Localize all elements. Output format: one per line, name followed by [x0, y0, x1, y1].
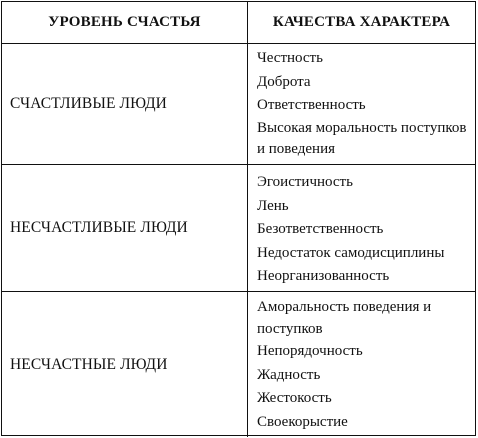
quality-item: Жестокость	[257, 390, 332, 406]
quality-item: Ответственность	[257, 97, 366, 113]
quality-item: Безответственность	[257, 221, 384, 237]
quality-item: Доброта	[257, 73, 311, 90]
quality-item: Высокая моральность поступков и поведения	[257, 119, 467, 157]
qualities-cell	[248, 165, 475, 291]
quality-item: Недостаток самодисциплины	[257, 244, 445, 261]
happiness-level-cell: НЕСЧАСТНЫЕ ЛЮДИ	[10, 355, 168, 373]
quality-item: Аморальность поведения и поступков	[257, 299, 432, 337]
quality-item: Лень	[257, 197, 289, 214]
qualities-list	[257, 297, 469, 434]
table-row	[2, 43, 475, 164]
happiness-level-cell: НЕСЧАСТЛИВЫЕ ЛЮДИ	[10, 219, 188, 236]
table-row	[2, 291, 475, 437]
quality-item: Своекорыстие	[257, 413, 348, 430]
quality-item: Непорядочность	[257, 343, 363, 359]
table-header-row	[2, 2, 475, 43]
header-character-qualities: КАЧЕСТВА ХАРАКТЕРА	[272, 14, 451, 30]
qualities-list	[257, 47, 469, 161]
happiness-qualities-table	[1, 1, 476, 436]
quality-item: Честность	[257, 50, 323, 66]
quality-item: Жадность	[257, 366, 321, 383]
qualities-cell	[248, 292, 475, 437]
quality-item: Неорганизованность	[257, 268, 390, 284]
table-row	[2, 164, 475, 291]
qualities-cell	[248, 44, 475, 164]
header-happiness-level: УРОВЕНЬ СЧАСТЬЯ	[48, 14, 201, 30]
happiness-level-cell: СЧАСТЛИВЫЕ ЛЮДИ	[10, 95, 167, 112]
qualities-list	[257, 171, 469, 289]
quality-item: Эгоистичность	[257, 174, 353, 190]
